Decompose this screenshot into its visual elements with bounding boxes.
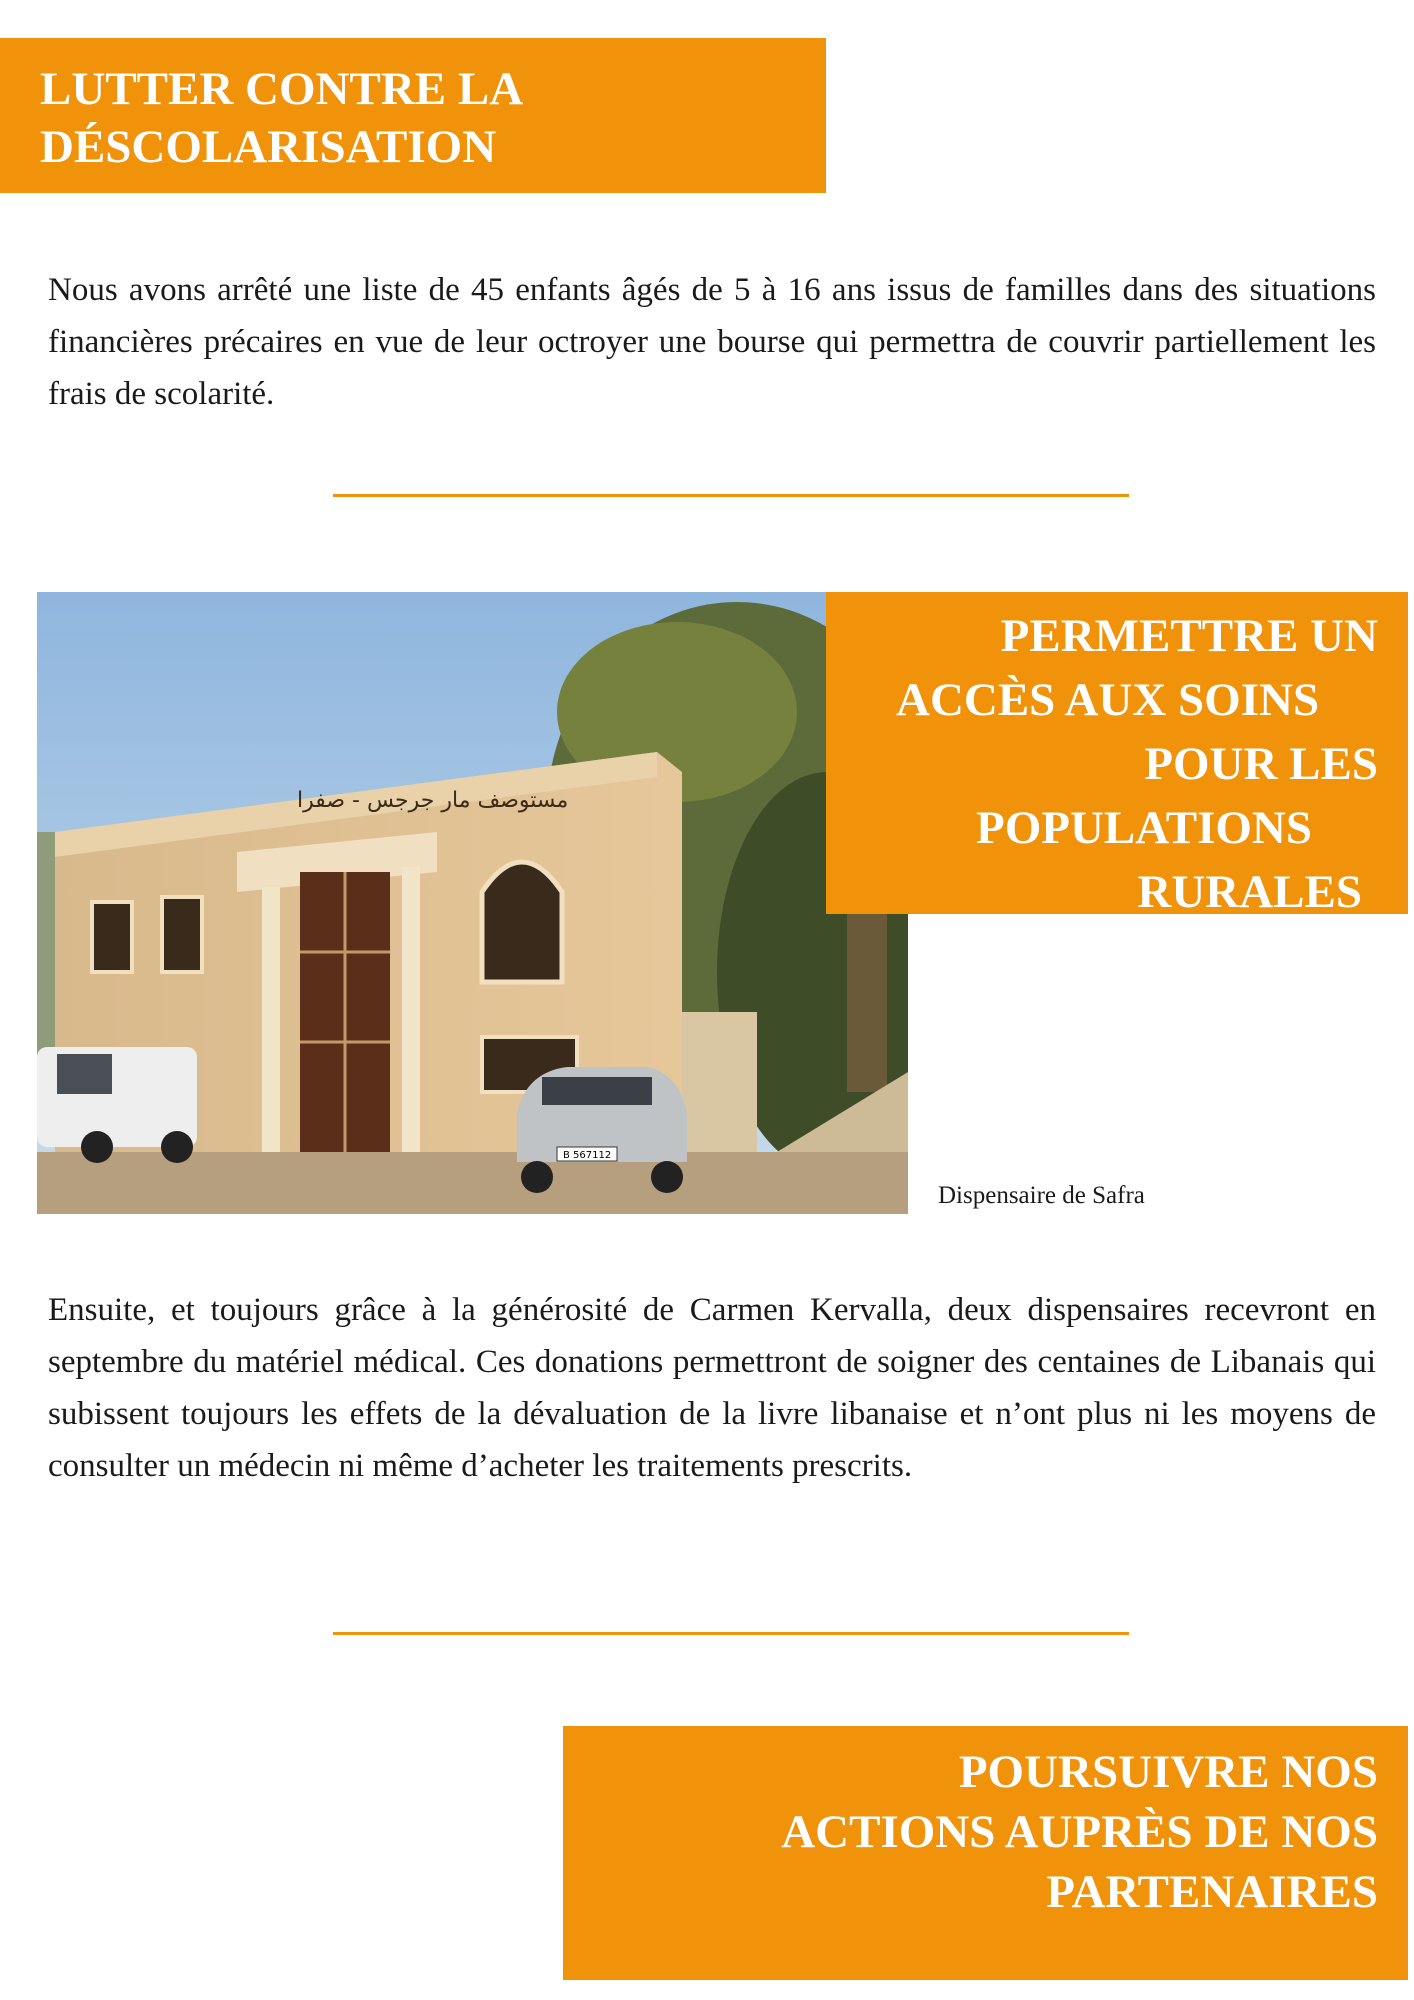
title-line: RURALES (1137, 866, 1362, 918)
title-line: LUTTER CONTRE LA (40, 63, 524, 115)
title-line: ACTIONS AUPRÈS DE NOS (781, 1806, 1378, 1858)
title-line: PERMETTRE UN (1000, 610, 1378, 662)
title-line: POUR LES (1144, 738, 1378, 790)
arabic-sign: مستوصف مار جرجس - صفرا (297, 788, 569, 813)
divider-line (333, 494, 1129, 497)
title-line: POPULATIONS (976, 802, 1312, 854)
title-line: PARTENAIRES (1046, 1866, 1378, 1918)
section-title-partenaires (563, 1726, 1408, 1980)
section-title-soins (826, 592, 1408, 918)
divider-line (333, 1632, 1129, 1635)
title-line: DÉSCOLARISATION (40, 121, 497, 173)
title-line: POURSUIVRE NOS (958, 1746, 1378, 1798)
paragraph-dispensaries: Ensuite, et toujours grâce à la générosité de Carmen Kervalla, deux dispensaires recevront en septembre du matériel médical. Ces donations permettront de soigner des centaines de Libanais qui subissent toujours les effets de la dévaluation de la livre libanaise et n’ont plus ni les moyens de consulter un médecin ni même d’acheter les traitements prescrits. (48, 1292, 1376, 1484)
license-plate: B 567112 (563, 1150, 612, 1161)
section-title-descolarisation (0, 38, 826, 193)
photo-caption: Dispensaire de Safra (938, 1182, 1145, 1209)
paragraph-scholarship: Nous avons arrêté une liste de 45 enfants âgés de 5 à 16 ans issus de familles dans des situations financières précaires en vue de leur octroyer une bourse qui permettra de couvrir partiellement les frais de scolarité. (48, 272, 1376, 412)
dispensary-photo (37, 592, 908, 1214)
title-line: ACCÈS AUX SOINS (896, 674, 1320, 726)
